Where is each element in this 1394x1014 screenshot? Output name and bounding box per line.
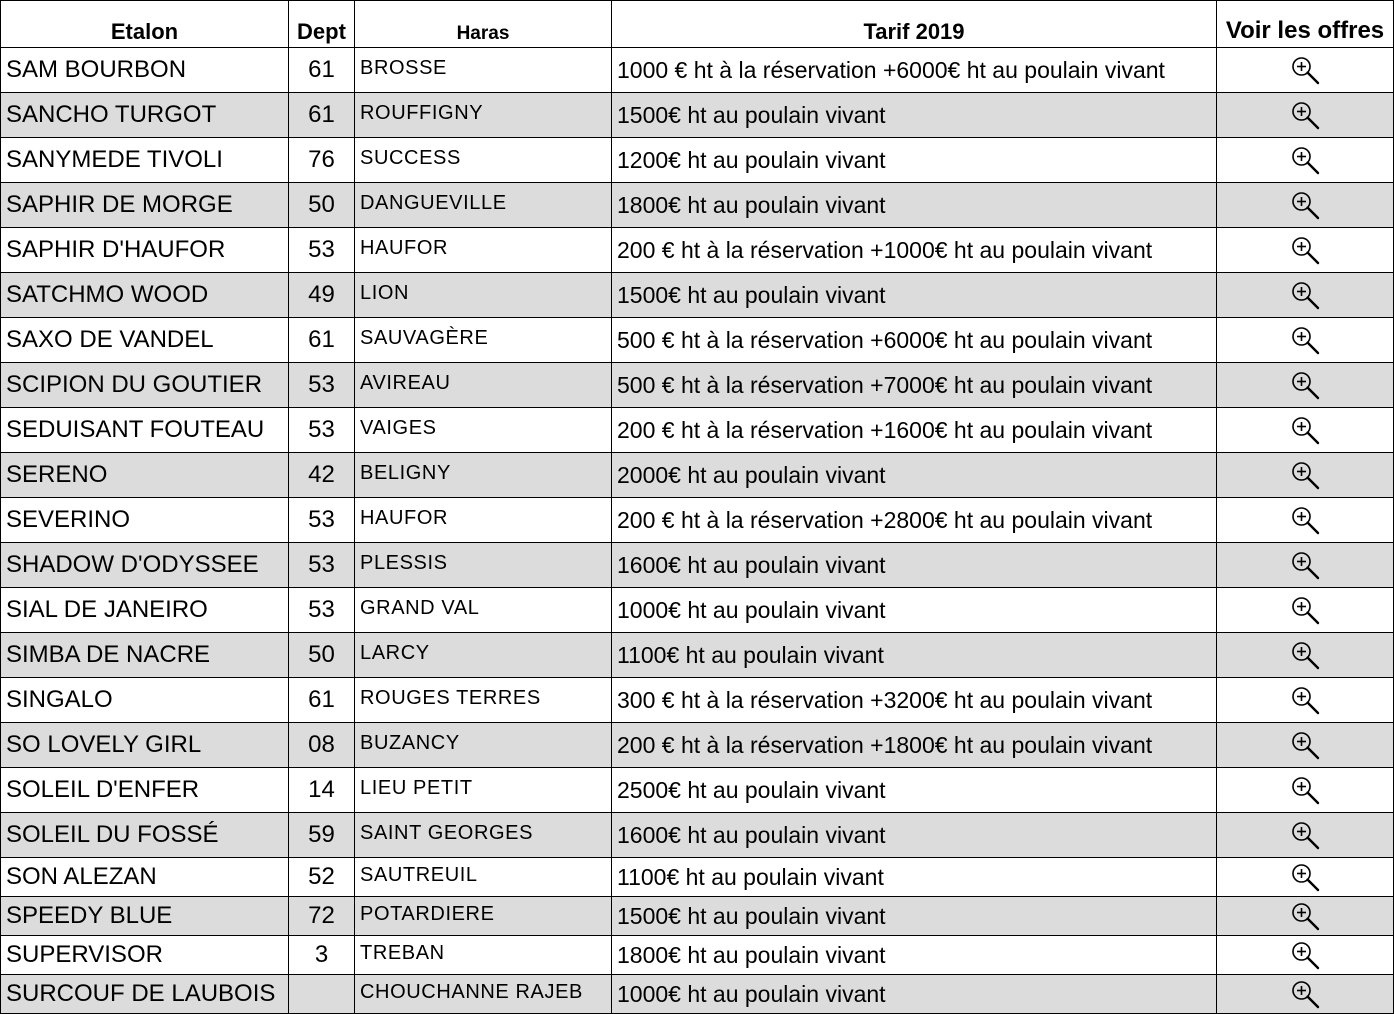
etalon-cell: SAXO DE VANDEL (1, 318, 289, 363)
haras-cell (355, 633, 612, 678)
magnifier-zoom-in-icon[interactable] (1290, 145, 1320, 172)
table-row (1, 975, 1394, 1014)
magnifier-zoom-in-icon[interactable] (1290, 325, 1320, 352)
etalon-cell: SUPERVISOR (1, 936, 289, 975)
etalon-cell: SANYMEDE TIVOLI (1, 138, 289, 183)
etalon-cell: SPEEDY BLUE (1, 897, 289, 936)
view-offers-cell (1217, 228, 1394, 273)
table-row (1, 138, 1394, 183)
dept-cell: 61 (289, 93, 355, 138)
etalon-cell: SANCHO TURGOT (1, 93, 289, 138)
haras-label: GRAND VAL (360, 596, 480, 619)
table-header-row (1, 1, 1394, 48)
etalon-cell: SERENO (1, 453, 289, 498)
tarif-cell: 500 € ht à la réservation +6000€ ht au poulain vivant (612, 318, 1217, 363)
etalon-cell: SIAL DE JANEIRO (1, 588, 289, 633)
tarif-cell: 2000€ ht au poulain vivant (612, 453, 1217, 498)
haras-cell (355, 318, 612, 363)
table-row (1, 228, 1394, 273)
etalon-cell: SAM BOURBON (1, 48, 289, 93)
magnifier-zoom-in-icon[interactable] (1290, 640, 1320, 667)
haras-label: LIEU PETIT (360, 776, 473, 799)
table-row (1, 453, 1394, 498)
dept-cell: 61 (289, 318, 355, 363)
view-offers-cell (1217, 498, 1394, 543)
etalon-cell: SAPHIR DE MORGE (1, 183, 289, 228)
dept-cell: 53 (289, 228, 355, 273)
tarif-cell: 1100€ ht au poulain vivant (612, 858, 1217, 897)
etalon-cell: SAPHIR D'HAUFOR (1, 228, 289, 273)
haras-label: SAUTREUIL (360, 863, 478, 886)
magnifier-zoom-in-icon[interactable] (1290, 100, 1320, 127)
haras-label: DANGUEVILLE (360, 191, 507, 214)
tarif-cell: 1500€ ht au poulain vivant (612, 93, 1217, 138)
tarif-cell: 1500€ ht au poulain vivant (612, 897, 1217, 936)
view-offers-cell (1217, 858, 1394, 897)
haras-label: SAINT GEORGES (360, 821, 534, 844)
etalon-cell: SEVERINO (1, 498, 289, 543)
haras-label: LION (360, 281, 410, 304)
tarif-cell: 300 € ht à la réservation +3200€ ht au poulain vivant (612, 678, 1217, 723)
dept-cell: 53 (289, 408, 355, 453)
haras-cell (355, 228, 612, 273)
magnifier-zoom-in-icon[interactable] (1290, 901, 1320, 928)
dept-cell: 61 (289, 48, 355, 93)
view-offers-cell (1217, 318, 1394, 363)
tarif-cell: 1500€ ht au poulain vivant (612, 273, 1217, 318)
etalon-cell: SON ALEZAN (1, 858, 289, 897)
table-row (1, 408, 1394, 453)
table-row (1, 633, 1394, 678)
tarif-cell: 1200€ ht au poulain vivant (612, 138, 1217, 183)
magnifier-zoom-in-icon[interactable] (1290, 685, 1320, 712)
view-offers-cell (1217, 768, 1394, 813)
header-etalon: Etalon (1, 1, 289, 48)
view-offers-cell (1217, 183, 1394, 228)
dept-cell: 14 (289, 768, 355, 813)
haras-cell (355, 453, 612, 498)
haras-cell (355, 138, 612, 183)
haras-cell (355, 363, 612, 408)
haras-cell (355, 897, 612, 936)
haras-label: TREBAN (360, 941, 445, 964)
haras-cell (355, 813, 612, 858)
haras-cell (355, 936, 612, 975)
view-offers-cell (1217, 588, 1394, 633)
etalon-cell: SURCOUF DE LAUBOIS (1, 975, 289, 1014)
tarif-cell: 1800€ ht au poulain vivant (612, 936, 1217, 975)
dept-cell: 59 (289, 813, 355, 858)
etalon-cell: SATCHMO WOOD (1, 273, 289, 318)
header-haras: Haras (355, 1, 612, 48)
haras-cell (355, 408, 612, 453)
haras-label: ROUGES TERRES (360, 686, 541, 709)
tarif-cell: 500 € ht à la réservation +7000€ ht au poulain vivant (612, 363, 1217, 408)
table-row (1, 936, 1394, 975)
haras-label: CHOUCHANNE RAJEB (360, 980, 583, 1003)
magnifier-zoom-in-icon[interactable] (1290, 595, 1320, 622)
haras-label: AVIREAU (360, 371, 451, 394)
etalon-cell: SOLEIL DU FOSSÉ (1, 813, 289, 858)
haras-label: POTARDIERE (360, 902, 495, 925)
haras-cell (355, 678, 612, 723)
view-offers-cell (1217, 363, 1394, 408)
dept-cell: 49 (289, 273, 355, 318)
haras-label: VAIGES (360, 416, 437, 439)
view-offers-cell (1217, 897, 1394, 936)
header-dept: Dept (289, 1, 355, 48)
dept-cell: 53 (289, 363, 355, 408)
haras-label: SUCCESS (360, 146, 461, 169)
tarif-cell: 1000€ ht au poulain vivant (612, 975, 1217, 1014)
table-row (1, 363, 1394, 408)
haras-label: SAUVAGÈRE (360, 326, 489, 349)
haras-label: BELIGNY (360, 461, 451, 484)
table-row (1, 183, 1394, 228)
haras-cell (355, 183, 612, 228)
view-offers-cell (1217, 453, 1394, 498)
magnifier-zoom-in-icon[interactable] (1290, 775, 1320, 802)
haras-label: ROUFFIGNY (360, 101, 484, 124)
tarif-cell: 1000 € ht à la réservation +6000€ ht au poulain vivant (612, 48, 1217, 93)
haras-cell (355, 975, 612, 1014)
dept-cell: 08 (289, 723, 355, 768)
view-offers-cell (1217, 813, 1394, 858)
magnifier-zoom-in-icon[interactable] (1290, 505, 1320, 532)
dept-cell: 50 (289, 633, 355, 678)
haras-cell (355, 93, 612, 138)
etalon-cell: SIMBA DE NACRE (1, 633, 289, 678)
haras-label: BROSSE (360, 56, 447, 79)
table-row (1, 93, 1394, 138)
table-row (1, 318, 1394, 363)
table-row (1, 678, 1394, 723)
dept-cell: 76 (289, 138, 355, 183)
etalon-cell: SHADOW D'ODYSSEE (1, 543, 289, 588)
haras-cell (355, 588, 612, 633)
dept-cell (289, 975, 355, 1014)
etalon-cell: SEDUISANT FOUTEAU (1, 408, 289, 453)
haras-cell (355, 273, 612, 318)
haras-label: LARCY (360, 641, 430, 664)
table-row (1, 48, 1394, 93)
tarif-cell: 1100€ ht au poulain vivant (612, 633, 1217, 678)
dept-cell: 53 (289, 588, 355, 633)
magnifier-zoom-in-icon[interactable] (1290, 940, 1320, 967)
table-row (1, 588, 1394, 633)
view-offers-cell (1217, 633, 1394, 678)
table-row (1, 897, 1394, 936)
magnifier-zoom-in-icon[interactable] (1290, 280, 1320, 307)
tarif-cell: 1600€ ht au poulain vivant (612, 813, 1217, 858)
dept-cell: 72 (289, 897, 355, 936)
dept-cell: 52 (289, 858, 355, 897)
table-row (1, 858, 1394, 897)
magnifier-zoom-in-icon[interactable] (1290, 415, 1320, 442)
view-offers-cell (1217, 138, 1394, 183)
magnifier-zoom-in-icon[interactable] (1290, 235, 1320, 262)
magnifier-zoom-in-icon[interactable] (1290, 550, 1320, 577)
table-row (1, 498, 1394, 543)
haras-label: HAUFOR (360, 506, 449, 529)
haras-label: PLESSIS (360, 551, 448, 574)
etalon-cell: SOLEIL D'ENFER (1, 768, 289, 813)
view-offers-cell (1217, 723, 1394, 768)
magnifier-zoom-in-icon[interactable] (1290, 730, 1320, 757)
haras-cell (355, 48, 612, 93)
haras-cell (355, 858, 612, 897)
magnifier-zoom-in-icon[interactable] (1290, 190, 1320, 217)
haras-cell (355, 543, 612, 588)
tarif-cell: 200 € ht à la réservation +1800€ ht au poulain vivant (612, 723, 1217, 768)
table-row (1, 723, 1394, 768)
dept-cell: 50 (289, 183, 355, 228)
view-offers-cell (1217, 408, 1394, 453)
table-row (1, 768, 1394, 813)
haras-cell (355, 768, 612, 813)
dept-cell: 61 (289, 678, 355, 723)
view-offers-cell (1217, 273, 1394, 318)
view-offers-cell (1217, 936, 1394, 975)
dept-cell: 53 (289, 543, 355, 588)
magnifier-zoom-in-icon[interactable] (1290, 460, 1320, 487)
magnifier-zoom-in-icon[interactable] (1290, 862, 1320, 889)
dept-cell: 3 (289, 936, 355, 975)
tarif-cell: 1600€ ht au poulain vivant (612, 543, 1217, 588)
magnifier-zoom-in-icon[interactable] (1290, 370, 1320, 397)
tarif-cell: 200 € ht à la réservation +1600€ ht au poulain vivant (612, 408, 1217, 453)
view-offers-cell (1217, 975, 1394, 1014)
magnifier-zoom-in-icon[interactable] (1290, 55, 1320, 82)
header-voir-offres: Voir les offres (1217, 1, 1394, 48)
table-row (1, 273, 1394, 318)
view-offers-cell (1217, 678, 1394, 723)
dept-cell: 42 (289, 453, 355, 498)
table-row (1, 813, 1394, 858)
tarif-cell: 1000€ ht au poulain vivant (612, 588, 1217, 633)
haras-label: HAUFOR (360, 236, 449, 259)
tarif-cell: 1800€ ht au poulain vivant (612, 183, 1217, 228)
haras-cell (355, 498, 612, 543)
etalon-cell: SO LOVELY GIRL (1, 723, 289, 768)
tarif-cell: 200 € ht à la réservation +2800€ ht au poulain vivant (612, 498, 1217, 543)
magnifier-zoom-in-icon[interactable] (1290, 979, 1320, 1006)
etalon-cell: SCIPION DU GOUTIER (1, 363, 289, 408)
tarif-cell: 200 € ht à la réservation +1000€ ht au poulain vivant (612, 228, 1217, 273)
dept-cell: 53 (289, 498, 355, 543)
header-tarif: Tarif 2019 (612, 1, 1217, 48)
view-offers-cell (1217, 48, 1394, 93)
tarif-cell: 2500€ ht au poulain vivant (612, 768, 1217, 813)
haras-cell (355, 723, 612, 768)
haras-label: BUZANCY (360, 731, 460, 754)
table-row (1, 543, 1394, 588)
table-body (1, 48, 1394, 1014)
view-offers-cell (1217, 543, 1394, 588)
etalon-cell: SINGALO (1, 678, 289, 723)
magnifier-zoom-in-icon[interactable] (1290, 820, 1320, 847)
view-offers-cell (1217, 93, 1394, 138)
